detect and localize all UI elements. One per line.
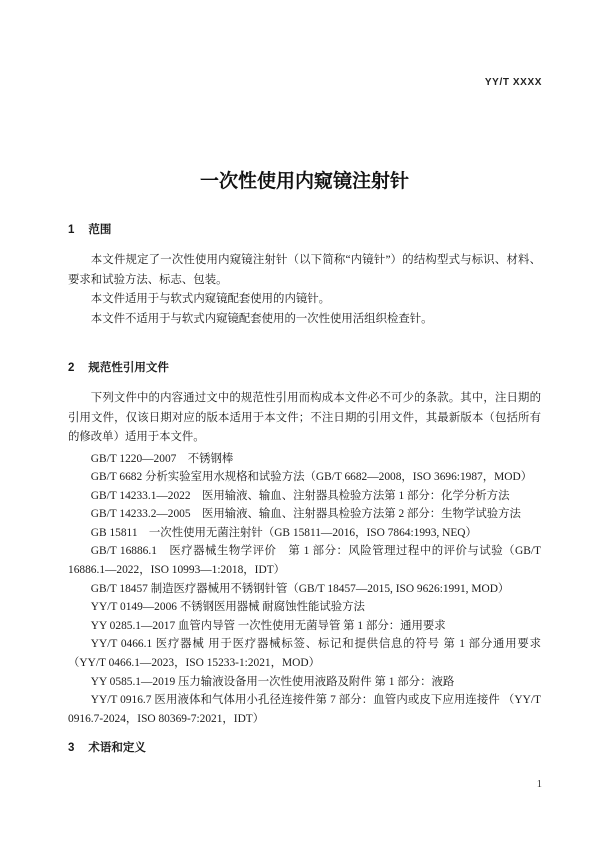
section-scope-title: 范围 — [88, 224, 112, 236]
reference-item: GB/T 18457 制造医疗器械用不锈钢针管（GB/T 18457—2015, ISO 9626:1991, MOD） — [90, 582, 510, 595]
section-terms-heading — [68, 740, 541, 756]
scope-paragraph: 本文件规定了一次性使用内窥镜注射针（以下简称“内镜针”）的结构型式与标识、材料、要求和试验方法、标志、包装。 — [68, 254, 541, 286]
references-intro-paragraph: 下列文件中的内容通过文中的规范性引用而构成本文件必不可少的条款。其中，注日期的引用文件，仅该日期对应的版本适用于本文件；不注日期的引用文件，其最新版本（包括所有的修改单）适用于本文件。 — [68, 392, 541, 443]
reference-item: GB/T 14233.2—2005 医用输液、输血、注射器具检验方法第 2 部分：生物学试验方法 — [90, 508, 521, 521]
reference-item: YY/T 0466.1 医疗器械 用于医疗器械标签、标记和提供信息的符号 第 1 部分通用要求（YY/T 0466.1—2023，ISO 15233-1:2021，MOD） — [68, 638, 541, 670]
document-title: 一次性使用内窥镜注射针 — [199, 171, 409, 192]
reference-item: GB 15811 一次性使用无菌注射针（GB 15811—2016，ISO 7864:1993, NEQ） — [90, 526, 477, 539]
reference-item: YY 0585.1—2019 压力输液设备用一次性使用液路及附件 第 1 部分：液路 — [90, 675, 455, 688]
section-references-title: 规范性引用文件 — [88, 362, 169, 374]
section-scope — [68, 222, 541, 329]
reference-item: GB/T 16886.1 医疗器械生物学评价 第 1 部分：风险管理过程中的评价与试验（GB/T 16886.1—2022，ISO 10993—1:2018，IDT） — [68, 545, 541, 577]
reference-item: GB/T 14233.1—2022 医用输液、输血、注射器具检验方法第 1 部分：化学分析方法 — [90, 489, 510, 502]
scope-paragraph: 本文件不适用于与软式内窥镜配套使用的一次性使用活组织检查针。 — [90, 312, 433, 325]
reference-item: GB/T 1220—2007 不锈钢棒 — [90, 452, 234, 465]
page-number: 1 — [536, 779, 542, 790]
section-scope-number: 1 — [68, 224, 75, 236]
reference-item: YY/T 0149—2006 不锈钢医用器械 耐腐蚀性能试验方法 — [90, 601, 365, 614]
doc-number-header: YY/T XXXX — [484, 77, 542, 88]
section-references-heading — [68, 360, 541, 376]
section-scope-heading — [68, 222, 541, 238]
reference-item: YY/T 0916.7 医用液体和气体用小孔径连接件第 7 部分：血管内或皮下应用连接件 （YY/T 0916.7-2024，ISO 80369-7:2021，IDT） — [68, 694, 541, 725]
scope-paragraph: 本文件适用于与软式内窥镜配套使用的内镜针。 — [90, 293, 331, 305]
section-terms-title: 术语和定义 — [88, 742, 146, 755]
section-terms-definitions — [68, 740, 541, 756]
reference-item: GB/T 6682 分析实验室用水规格和试验方法（GB/T 6682—2008，ISO 3696:1987，MOD） — [90, 471, 533, 484]
section-normative-references — [68, 360, 541, 728]
reference-item: YY 0285.1—2017 血管内导管 一次性使用无菌导管 第 1 部分：通用要求 — [90, 619, 446, 632]
section-references-number: 2 — [68, 362, 75, 374]
section-terms-number: 3 — [68, 742, 75, 755]
